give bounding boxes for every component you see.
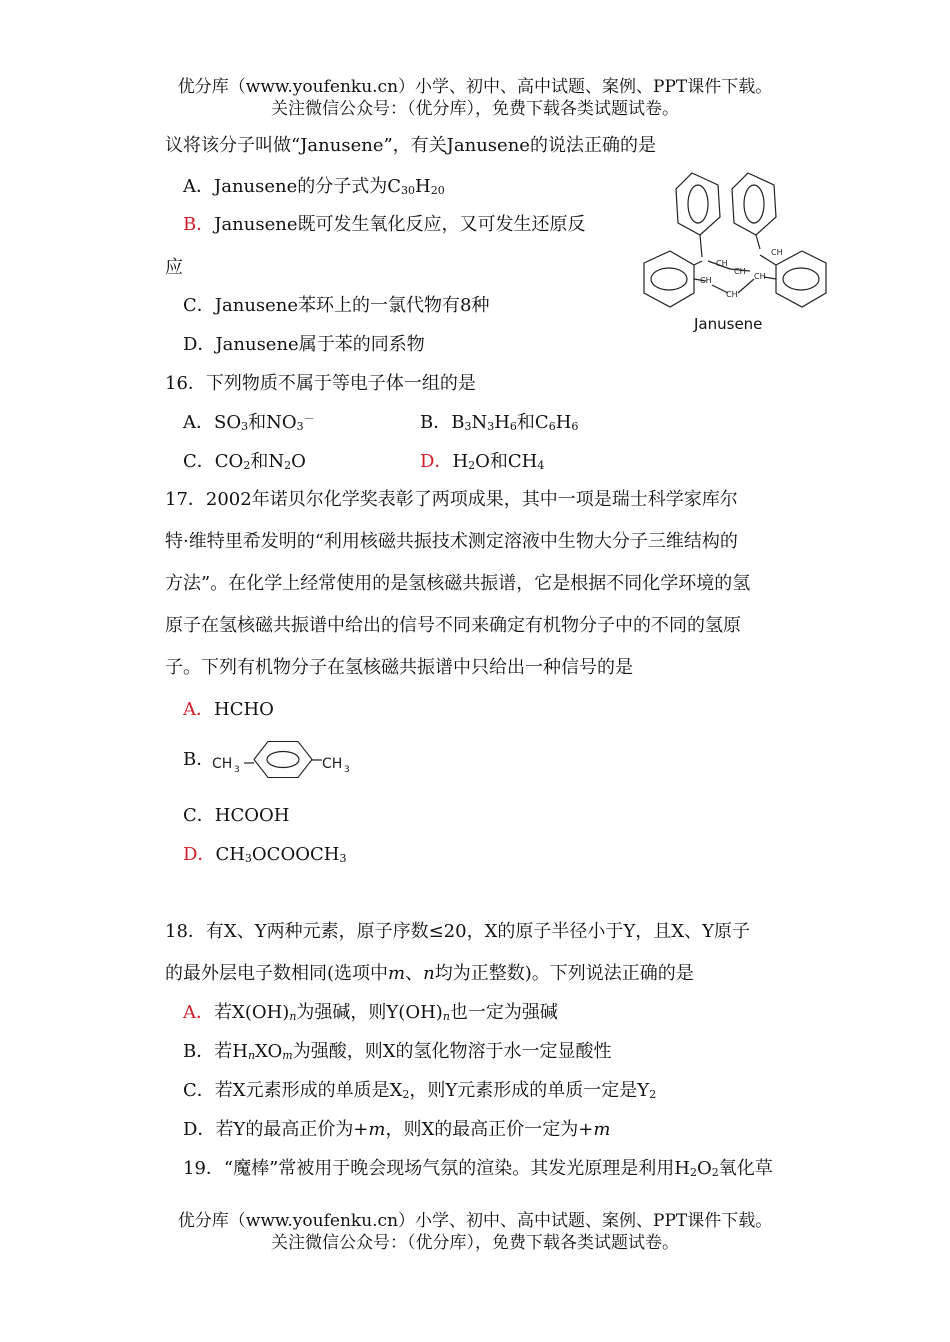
svg-text:3: 3	[234, 765, 240, 775]
q18-line-2: 的最外层电子数相同(选项中m、n均为正整数)。下列说法正确的是	[165, 963, 694, 984]
q15-stem: 议将该分子叫做“Janusene”，有关Janusene的说法正确的是	[165, 135, 656, 156]
ch-label-1: CH	[716, 259, 728, 268]
header-line-1: 优分库（www.youfenku.cn）小学、初中、高中试题、案例、PPT课件下载。	[177, 77, 773, 97]
q18-line-1: 18．有X、Y两种元素，原子序数≤20，X的原子半径小于Y，且X、Y原子	[165, 921, 750, 942]
q17-option-b-letter: B．	[183, 749, 215, 770]
q16-option-a: A．$SO_3$和$NO_3^-$	[183, 412, 315, 433]
ch-label-2: CH	[771, 248, 783, 257]
svg-text:CH: CH	[322, 756, 343, 772]
q16-option-d: D．$H_2O$和$CH_4$	[420, 451, 545, 472]
q18-option-d: D．若Y的最高正价为+m，则X的最高正价一定为+m	[183, 1119, 611, 1140]
svg-text:CH: CH	[212, 756, 233, 772]
q15-option-b-cont: 应	[165, 257, 183, 278]
q15-option-b-letter: B．	[183, 214, 215, 235]
p-xylene-structure	[208, 738, 358, 782]
q17-line-3: 方法”。在化学上经常使用的是氢核磁共振谱，它是根据不同化学环境的氢	[165, 573, 751, 594]
ch-label-4: CH	[754, 272, 766, 281]
q17-option-a-letter: A．	[183, 699, 214, 720]
q16-option-b: B．$B_3N_3H_6$和$C_6H_6$	[420, 412, 579, 433]
q18-option-b: B．若$H_nXO_m$为强酸，则X的氢化物溶于水一定显酸性	[183, 1041, 612, 1062]
header-line-2: 关注微信公众号：（优分库），免费下载各类试题试卷。	[271, 99, 679, 119]
benzene-ring-top-right	[732, 173, 776, 235]
q17-line-4: 原子在氢核磁共振谱中给出的信号不同来确定有机物分子中的不同的氢原	[165, 615, 741, 636]
q18-option-a: A．若$X(OH)_n$为强碱，则$Y(OH)_n$也一定为强碱	[183, 1002, 558, 1023]
footer-line-2: 关注微信公众号：（优分库），免费下载各类试题试卷。	[271, 1233, 679, 1253]
svg-text:3: 3	[344, 765, 350, 775]
q19-line-1: 19．“魔棒”常被用于晚会现场气氛的渲染。其发光原理是利用$H_2O_2$氧化草	[183, 1158, 773, 1179]
ch-label-5: CH	[700, 276, 712, 285]
janusene-structure-figure	[630, 165, 840, 345]
footer-line-1: 优分库（www.youfenku.cn）小学、初中、高中试题、案例、PPT课件下载。	[177, 1211, 773, 1231]
q16-stem: 16．下列物质不属于等电子体一组的是	[165, 373, 476, 394]
q15-option-c: C．Janusene苯环上的一氯代物有8种	[183, 295, 490, 316]
q17-option-d: D．$CH_3OCOOCH_3$	[183, 844, 347, 865]
ch-label-6: CH	[726, 290, 738, 299]
q17-line-2: 特·维特里希发明的“利用核磁共振技术测定溶液中生物大分子三维结构的	[165, 531, 738, 552]
q17-option-d-letter: D．	[183, 844, 216, 865]
benzene-ring-xylene	[254, 742, 312, 778]
q18-option-c: C．若X元素形成的单质是$X_2$，则Y元素形成的单质一定是$Y_2$	[183, 1080, 657, 1101]
q17-option-a: A．HCHO	[183, 699, 274, 720]
q16-option-d-letter: D．	[420, 451, 453, 472]
q16-option-c: C．$CO_2$和$N_2O$	[183, 451, 306, 472]
benzene-ring-top-left	[676, 173, 720, 235]
q15-option-a: A．Janusene的分子式为$C_{30}H_{20}$	[183, 176, 445, 197]
q17-line-5: 子。下列有机物分子在氢核磁共振谱中只给出一种信号的是	[165, 657, 633, 678]
ch-label-3: CH	[734, 267, 746, 276]
q17-option-c: C．HCOOH	[183, 805, 290, 826]
q18-option-a-letter: A．	[183, 1002, 214, 1023]
q17-line-1: 17．2002年诺贝尔化学奖表彰了两项成果，其中一项是瑞士科学家库尔	[165, 489, 738, 510]
janusene-caption: Janusene	[694, 315, 763, 333]
q15-option-d: D．Janusene属于苯的同系物	[183, 334, 425, 355]
q15-option-b: B．Janusene既可发生氧化反应，又可发生还原反	[183, 214, 586, 235]
